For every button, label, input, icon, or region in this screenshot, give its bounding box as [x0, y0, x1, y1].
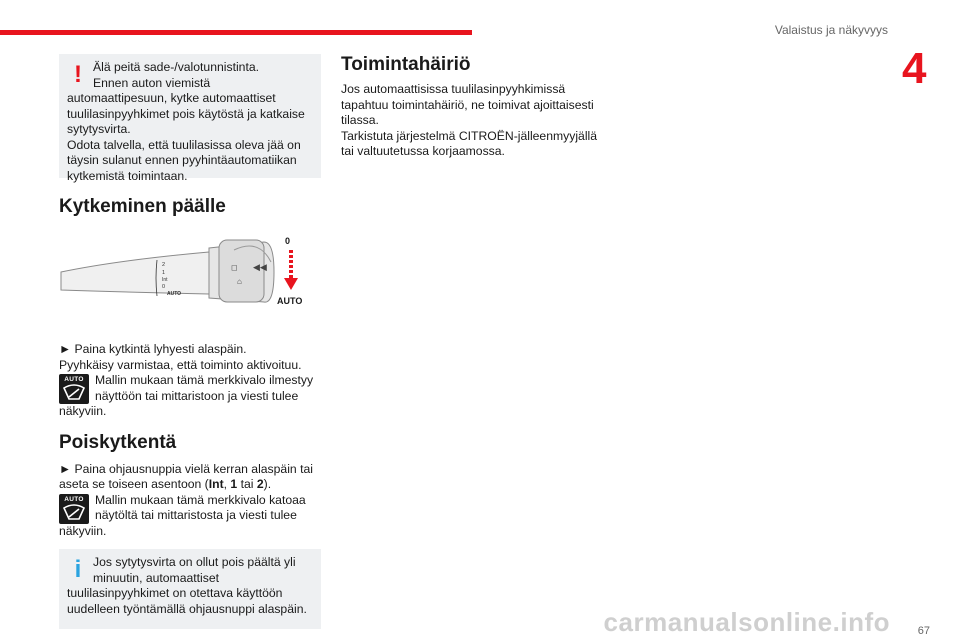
left-column [59, 54, 321, 629]
chapter-number: 4 [902, 44, 927, 93]
watermark: carmanualsonline.info [603, 607, 890, 637]
poiskytkenta-indicator-row [59, 493, 321, 540]
heading-poiskytkenta: Poiskytkentä [59, 431, 177, 453]
heading-toimintahairio: Toimintahäiriö [341, 54, 471, 75]
auto-wiper-indicator-icon [59, 374, 89, 404]
warning-text: Älä peitä sade-/valotunnistinta. Ennen auton viemistä automaattipesuun, kytke automaattiset tuulilasinpyyhkimet pois käytöstä ja katkaise sytytysvirta. Odota talvella, että tuulilasissa oleva jää on täysin sulanut ennen pyyhintäautomatiikan kytkemistä toimintaan. [67, 60, 305, 183]
info-note [59, 549, 321, 629]
info-text: Jos sytytysvirta on ollut pois päältä yli minuutin, automaattiset tuulilasinpyyhkimet on otettava käyttöön uudelleen työntämällä ohjausnuppi alaspäin. [67, 555, 307, 616]
toimintahairio-para: Jos automaattisissa tuulilasinpyyhkimissä tapahtuu toimintahäiriö, ne toimivat ajoittaisesti tilassa. Tarkistuta järjestelmä CITROËN-jälleenmyyjällä tai valtuutetussa korjaamossa. [341, 82, 598, 158]
stalk-mark-auto: AUTO [167, 291, 182, 297]
stalk-mark-2: 2 [162, 262, 166, 268]
svg-text:◀◀: ◀◀ [253, 262, 267, 272]
exclamation-icon: ! [74, 61, 82, 88]
svg-text:◻: ◻ [231, 263, 238, 272]
kytkeminen-indicator-text: Mallin mukaan tämä merkkivalo ilmestyy näyttöön tai mittaristoon ja viesti tulee näkyviin. [59, 373, 314, 418]
section-title: Valaistus ja näkyvyys [774, 23, 888, 37]
label-auto: AUTO [277, 296, 303, 306]
svg-text:⌂: ⌂ [237, 277, 242, 286]
right-column [341, 54, 603, 160]
auto-icon-label: AUTO [64, 495, 84, 503]
poiskytkenta-indicator-text: Mallin mukaan tämä merkkivalo katoaa näytöltä tai mittaristosta ja viesti tulee näkyviin. [59, 492, 306, 538]
kytkeminen-para: Pyyhkäisy varmistaa, että toiminto aktivoituu. [59, 357, 302, 372]
warning-note [59, 54, 321, 183]
kytkeminen-step: ► Paina kytkintä lyhyesti alaspäin. [59, 342, 247, 356]
auto-wiper-indicator-icon [59, 494, 89, 524]
stalk-mark-1: 1 [162, 270, 166, 276]
page-number: 67 [917, 625, 930, 637]
stalk-mark-0: 0 [162, 284, 166, 290]
label-zero: 0 [285, 236, 291, 246]
heading-kytkeminen: Kytkeminen päälle [59, 196, 226, 217]
kytkeminen-indicator-row [59, 373, 321, 420]
poiskytkenta-step: ► Paina ohjausnuppia vielä kerran alaspäin tai aseta se toiseen asentoon (Int, 1 tai 2). [59, 461, 313, 491]
info-icon: i [74, 556, 82, 583]
arrow-down-icon [284, 278, 298, 290]
stalk-mark-int: Int [162, 277, 168, 283]
auto-icon-label: AUTO [64, 376, 84, 383]
wiper-stalk-illustration [59, 232, 309, 320]
header-accent-bar [0, 30, 472, 35]
